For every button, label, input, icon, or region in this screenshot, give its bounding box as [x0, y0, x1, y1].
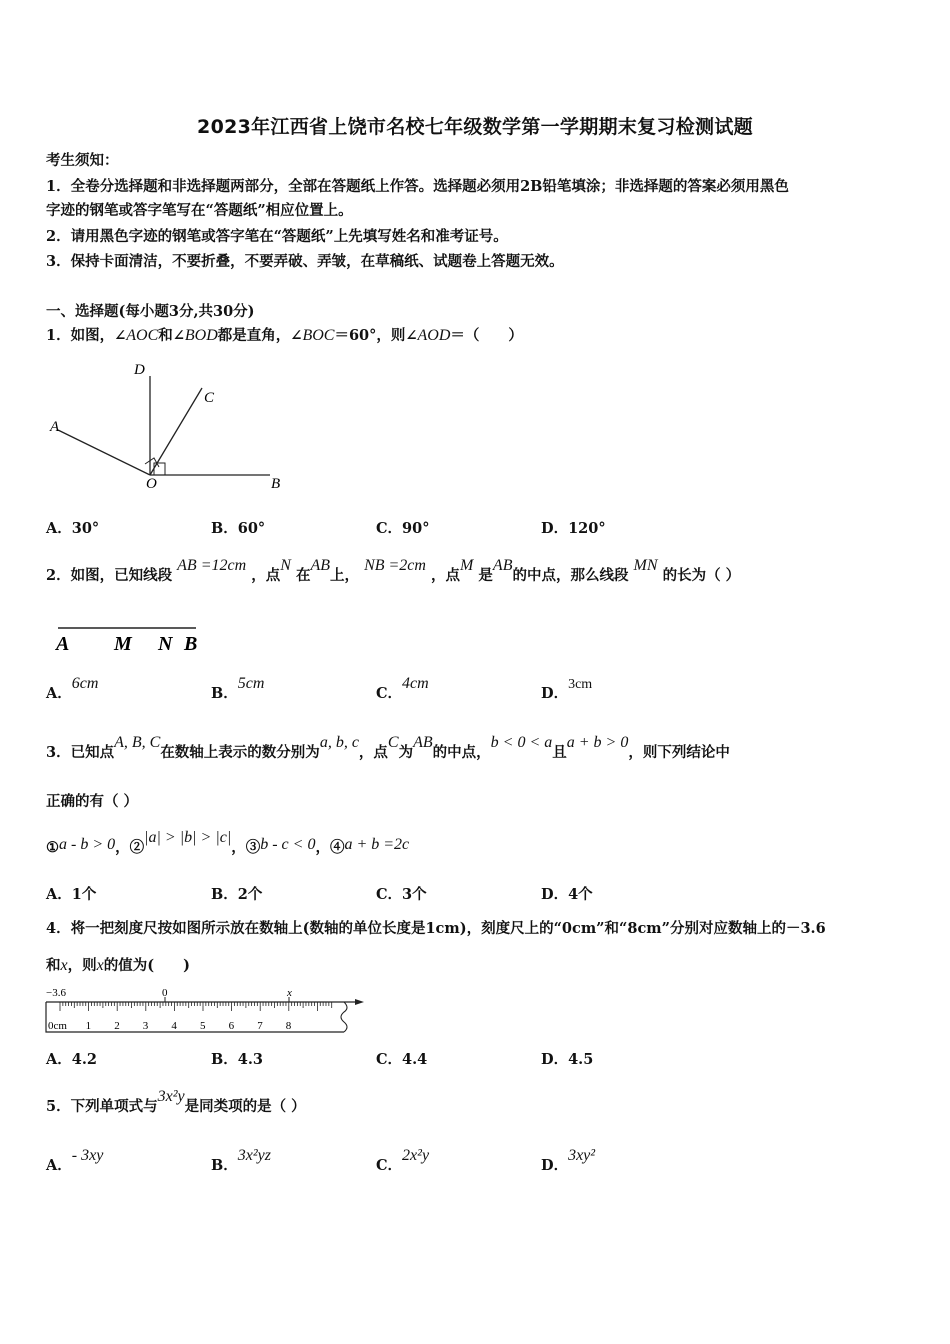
- q5-option-a-label: A．: [46, 1157, 72, 1174]
- notice-heading: 考生须知：: [46, 152, 119, 169]
- q4-option-b[interactable]: B．4.3: [211, 1051, 263, 1068]
- q2-label-n: N: [158, 633, 173, 655]
- q2-option-c-value: 4cm: [402, 675, 429, 692]
- q1-angle-bod: BOD: [184, 327, 218, 344]
- q2-option-c-label: C．: [376, 685, 403, 702]
- q4-label-neg: −3.6: [46, 987, 66, 999]
- q2-option-d[interactable]: [541, 677, 593, 705]
- q4-option-a[interactable]: A．4.2: [46, 1051, 97, 1068]
- q1-text: ＝60°，则∠: [334, 327, 418, 344]
- ruler-label: 4: [171, 1020, 177, 1032]
- q5-option-b-value: 3x²yz: [237, 1147, 271, 1164]
- q4-var-x: x: [96, 957, 104, 974]
- question-4-stem: 4．将一把刻度尺按如图所示放在数轴上(数轴的单位长度是1cm)，刻度尺上的“0cm”和“8cm”分别对应数轴上的－3.6: [46, 920, 826, 937]
- q3-text: ，则下列结论中: [628, 744, 730, 761]
- ruler-label: 1: [85, 1020, 92, 1032]
- q1-text: 和∠: [158, 327, 185, 344]
- q1-angle-figure: [44, 358, 294, 498]
- q5-option-a[interactable]: [46, 1147, 104, 1176]
- q1-text: 都是直角，∠: [217, 327, 303, 344]
- q2-math: N: [280, 557, 291, 574]
- q3-math: a + b > 0: [566, 734, 629, 751]
- notice-item-1-cont: 字迹的钢笔或答字笔写在“答题纸”相应位置上。: [46, 202, 353, 219]
- q3-statement-3-marker: ，③: [231, 839, 261, 856]
- q5-option-d-label: D．: [541, 1157, 569, 1174]
- q1-angle-aod: AOD: [417, 327, 451, 344]
- q4-option-d[interactable]: D．4.5: [541, 1051, 594, 1068]
- q2-math: AB =12cm: [177, 557, 247, 574]
- q5-option-c-value: 2x²y: [402, 1147, 430, 1164]
- q1-label-a: A: [50, 419, 60, 435]
- q3-statement-3: b - c < 0: [260, 836, 316, 853]
- q2-text: 的长为（ ）: [662, 567, 741, 584]
- q1-label-o: O: [146, 476, 157, 492]
- q3-text: 的中点，: [432, 744, 491, 761]
- question-1-stem: [46, 326, 523, 346]
- q1-angle-boc: BOC: [302, 327, 335, 344]
- q3-text: 3．已知点: [46, 744, 115, 761]
- q5-option-a-value: - 3xy: [71, 1147, 104, 1164]
- q3-text: 在数轴上表示的数分别为: [160, 744, 320, 761]
- question-4-stem-cont: [46, 956, 190, 976]
- q1-text: 1．如图，∠: [46, 327, 127, 344]
- q3-statement-2: |a| > |b| > |c|: [144, 829, 232, 846]
- q2-label-m: M: [114, 633, 132, 655]
- section-heading: 一、选择题(每小题3分,共30分): [46, 303, 255, 320]
- q4-var-x: x: [60, 957, 68, 974]
- q2-option-d-value: 3cm: [568, 677, 593, 692]
- q1-text: ＝（ ）: [450, 327, 523, 344]
- q2-text: 2．如图，已知线段: [46, 567, 173, 584]
- q2-math: AB: [492, 557, 513, 574]
- q3-text: 且: [552, 744, 567, 761]
- q4-label-zero: 0: [162, 987, 168, 999]
- q3-option-b[interactable]: B．2个: [211, 886, 263, 903]
- q2-option-a[interactable]: [46, 675, 99, 704]
- notice-item-2: 2．请用黑色字迹的钢笔或答字笔在“答题纸”上先填写姓名和准考证号。: [46, 228, 508, 245]
- q2-option-a-label: A．: [46, 685, 72, 702]
- q5-expression: 3x²y: [157, 1088, 185, 1105]
- page-title: 2023年江西省上饶市名校七年级数学第一学期期末复习检测试题: [197, 116, 753, 138]
- q2-math: M: [460, 557, 474, 574]
- notice-item-1: 1．全卷分选择题和非选择题两部分，全部在答题纸上作答。选择题必须用2B铅笔填涂；非选择题的答案必须用黑色: [46, 178, 789, 195]
- q4-ruler-ticks: [60, 1002, 332, 1011]
- q2-segment-figure: [46, 620, 226, 656]
- question-3-stem-cont: 正确的有（ ）: [46, 793, 139, 810]
- q5-text: 5．下列单项式与: [46, 1098, 158, 1115]
- q2-math: AB: [310, 557, 330, 574]
- q3-statement-2-marker: ，②: [115, 839, 145, 856]
- q2-option-d-label: D．: [541, 685, 569, 702]
- question-2-stem: [46, 557, 741, 586]
- q3-math: a, b, c: [319, 734, 359, 751]
- q5-option-b[interactable]: [211, 1147, 271, 1176]
- q5-option-c-label: C．: [376, 1157, 403, 1174]
- q3-statement-1-marker: ①: [46, 839, 59, 856]
- q3-statements: [46, 829, 410, 858]
- q2-math: MN: [633, 557, 658, 574]
- question-3-stem: [46, 734, 730, 763]
- q1-option-d[interactable]: D．120°: [541, 520, 606, 537]
- q1-option-c[interactable]: C．90°: [376, 520, 430, 537]
- q5-text: 是同类项的是（ ）: [184, 1098, 306, 1115]
- notice-item-3: 3．保持卡面清洁，不要折叠，不要弄破、弄皱，在草稿纸、试题卷上答题无效。: [46, 253, 564, 270]
- q3-option-c[interactable]: C．3个: [376, 886, 427, 903]
- q5-option-c[interactable]: [376, 1147, 430, 1176]
- ruler-label: 0cm: [48, 1020, 67, 1032]
- q1-angle-aoc: AOC: [126, 327, 159, 344]
- q2-option-c[interactable]: [376, 675, 429, 704]
- ruler-label: 7: [257, 1020, 263, 1032]
- q4-option-c[interactable]: C．4.4: [376, 1051, 428, 1068]
- ruler-label: 8: [285, 1020, 292, 1032]
- q1-option-a[interactable]: A．30°: [46, 520, 100, 537]
- q5-option-d[interactable]: [541, 1147, 596, 1176]
- q2-option-a-value: 6cm: [71, 675, 99, 692]
- q5-option-d-value: 3xy²: [568, 1147, 596, 1164]
- q5-option-b-label: B．: [211, 1157, 238, 1174]
- q3-text: ，点: [358, 744, 388, 761]
- q4-ruler-labels: [48, 1020, 292, 1032]
- q2-math: NB =2cm: [364, 557, 426, 574]
- q2-text: 在: [295, 567, 311, 584]
- q2-option-b[interactable]: [211, 675, 265, 704]
- q3-math: C: [387, 734, 399, 751]
- q2-text: ，点: [431, 567, 461, 584]
- q3-statement-4: a + b =2c: [344, 836, 410, 853]
- q3-math: b < 0 < a: [490, 734, 553, 751]
- q3-statement-4-marker: ，④: [315, 839, 345, 856]
- ruler-label: 3: [142, 1020, 149, 1032]
- q2-label-b: B: [184, 633, 198, 655]
- q1-label-b: B: [271, 476, 281, 492]
- q4-label-x: x: [287, 987, 292, 999]
- q1-label-c: C: [204, 390, 215, 406]
- ruler-label: 5: [200, 1020, 206, 1032]
- q3-text: 为: [398, 744, 414, 761]
- ruler-label: 2: [114, 1020, 120, 1032]
- q4-text: ，则: [67, 957, 97, 974]
- q4-text: 的值为( ): [103, 957, 190, 974]
- ruler-label: 6: [228, 1020, 235, 1032]
- q4-text: 和: [46, 957, 61, 974]
- q3-option-a[interactable]: A．1个: [46, 886, 97, 903]
- q3-math: A, B, C: [114, 734, 161, 751]
- q2-text: 是: [478, 567, 493, 584]
- q2-text: 上，: [330, 567, 359, 584]
- q4-ruler-figure: [44, 984, 374, 1040]
- q2-text: 的中点，那么线段: [512, 567, 629, 584]
- q3-math: AB: [413, 734, 433, 751]
- q2-text: ，点: [251, 567, 281, 584]
- q1-option-b[interactable]: B．60°: [211, 520, 266, 537]
- q1-label-d: D: [134, 362, 145, 378]
- q2-label-a: A: [56, 633, 70, 655]
- q2-option-b-value: 5cm: [237, 675, 265, 692]
- question-5-stem: [46, 1088, 306, 1117]
- q3-statement-1: a - b > 0: [59, 836, 116, 853]
- q2-option-b-label: B．: [211, 685, 238, 702]
- q3-option-d[interactable]: D．4个: [541, 886, 593, 903]
